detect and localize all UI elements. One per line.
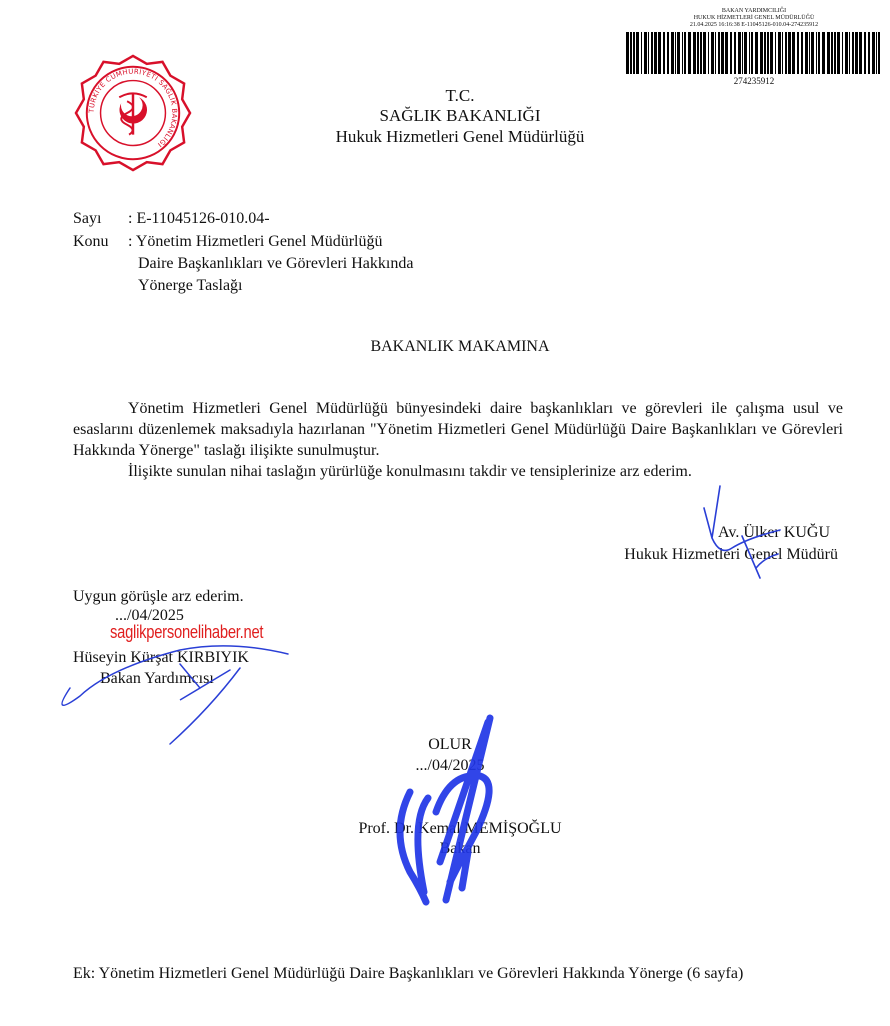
barcode-bar — [852, 32, 854, 74]
konu-line-3: Yönerge Taslağı — [138, 277, 243, 294]
sayi-label: Sayı — [73, 210, 102, 227]
signer1-name: Av. Ülker KUĞU — [718, 524, 830, 541]
barcode-bar — [788, 32, 791, 74]
barcode-bar — [755, 32, 758, 74]
barcode-bar — [834, 32, 836, 74]
barcode-bar — [688, 32, 691, 74]
signature-3 — [380, 712, 520, 912]
barcode-bar — [663, 32, 665, 74]
barcode-bar — [658, 32, 661, 74]
barcode-bar — [700, 32, 702, 74]
barcode-bar — [785, 32, 787, 74]
barcode-bar — [744, 32, 747, 74]
barcode-bar — [633, 32, 635, 74]
konu-line-1: : Yönetim Hizmetleri Genel Müdürlüğü — [128, 233, 383, 250]
barcode-bar — [837, 32, 840, 74]
konu-line-2: Daire Başkanlıkları ve Görevleri Hakkında — [138, 255, 414, 272]
barcode-bar — [711, 32, 714, 74]
barcode-bar — [749, 32, 750, 74]
document-barcode-block — [618, 6, 890, 90]
sayi-value: : E-11045126-010.04- — [128, 210, 270, 227]
ministry-logo — [74, 54, 192, 172]
barcode-bar — [778, 32, 781, 74]
barcode-bar — [721, 32, 724, 74]
barcode-bar — [775, 32, 776, 74]
approval-olur: OLUR — [428, 736, 472, 753]
barcode-bar — [811, 32, 814, 74]
barcode-bar — [751, 32, 753, 74]
barcode-bar — [671, 32, 674, 74]
barcode-bar — [682, 32, 683, 74]
barcode-bar — [654, 32, 657, 74]
barcode-bar — [801, 32, 803, 74]
watermark: saglikpersonelihaber.net — [110, 622, 264, 642]
barcode-bar — [792, 32, 795, 74]
barcode-bar — [636, 32, 639, 74]
recommendation-date: .../04/2025 — [115, 607, 184, 624]
barcode-bar — [822, 32, 825, 74]
barcode-bar — [767, 32, 769, 74]
approval-title: Bakan — [439, 840, 481, 857]
barcode-bar — [693, 32, 696, 74]
barcode-bar — [651, 32, 653, 74]
signature-2 — [30, 628, 310, 758]
barcode-unit: BAKAN YARDIMCILIĞI — [721, 8, 787, 14]
barcode-bar — [675, 32, 676, 74]
barcode-bar — [827, 32, 830, 74]
barcode-bar — [831, 32, 833, 74]
recommendation-title: Bakan Yardımcısı — [100, 670, 214, 687]
barcode-number: 274235912 — [733, 76, 775, 86]
letter-body — [73, 398, 843, 482]
signature-1 — [660, 478, 800, 588]
barcode-bar — [715, 32, 716, 74]
barcode-bar — [845, 32, 848, 74]
approval-name: Prof. Dr. Kemal MEMİŞOĞLU — [358, 820, 562, 837]
barcode-bar — [770, 32, 773, 74]
approval-date: .../04/2025 — [415, 757, 485, 774]
recommendation-text: Uygun görüşle arz ederim. — [73, 588, 244, 605]
recommendation-name: Hüseyin Kürşat KIRBIYIK — [73, 649, 249, 666]
barcode-bar — [725, 32, 728, 74]
barcode-bar — [703, 32, 706, 74]
barcode-bar — [667, 32, 669, 74]
barcode-bar — [734, 32, 736, 74]
barcode-timestamp: 21.04.2025 16:16:38 E-11045126-010.04-274235912 — [689, 22, 819, 28]
barcode-bar — [878, 32, 880, 74]
body-paragraph-2: İlişikte sunulan nihai taslağın yürürlüğe konulmasını takdir ve tensiplerinize arz ederim. — [128, 463, 692, 480]
barcode-bar — [797, 32, 799, 74]
barcode-bar — [742, 32, 743, 74]
barcode-bar — [842, 32, 843, 74]
barcode-bar — [760, 32, 763, 74]
barcode-bar — [708, 32, 709, 74]
barcode-bar — [868, 32, 870, 74]
barcode-bar — [648, 32, 649, 74]
body-paragraph-1: Yönetim Hizmetleri Genel Müdürlüğü bünyesindeki daire başkanlıkları ve görevleri ile çalışma usul ve esaslarını düzenlemek maksadıyla hazırlanan "Yönetim Hizmetleri Genel Müdürlüğü Daire Başkanlıkları ve Görevleri Hakkında Yönerge" taslağı ilişikte sunulmuştur. — [73, 400, 843, 459]
barcode-bar — [876, 32, 877, 74]
barcode-bar — [818, 32, 820, 74]
barcode-directorate: HUKUK HİZMETLERİ GENEL MÜDÜRLÜĞÜ — [693, 15, 815, 21]
barcode-bar — [849, 32, 850, 74]
barcode-bar — [816, 32, 817, 74]
logo-ring-text: TÜRKİYE CUMHURİYETİ SAĞLIK BAKANLIĞI — [87, 67, 179, 149]
header-tc: T.C. — [445, 86, 475, 105]
barcode-bar — [764, 32, 766, 74]
barcode — [626, 32, 880, 74]
barcode-bar — [855, 32, 858, 74]
barcode-bar — [644, 32, 647, 74]
barcode-bar — [697, 32, 699, 74]
barcode-bar — [782, 32, 783, 74]
konu-label: Konu — [73, 233, 109, 250]
barcode-bar — [626, 32, 629, 74]
attachment-note: Ek: Yönetim Hizmetleri Genel Müdürlüğü Daire Başkanlıkları ve Görevleri Hakkında Yönerge (6 sayfa) — [73, 965, 744, 982]
header-ministry: SAĞLIK BAKANLIĞI — [379, 106, 541, 125]
barcode-bar — [630, 32, 632, 74]
barcode-bar — [859, 32, 862, 74]
barcode-bar — [641, 32, 642, 74]
barcode-bar — [684, 32, 686, 74]
header-directorate: Hukuk Hizmetleri Genel Müdürlüğü — [335, 127, 585, 146]
barcode-bar — [677, 32, 680, 74]
barcode-bar — [718, 32, 720, 74]
barcode-bar — [809, 32, 810, 74]
addressee: BAKANLIK MAKAMINA — [370, 338, 550, 355]
barcode-bar — [738, 32, 741, 74]
barcode-bar — [730, 32, 732, 74]
barcode-bar — [864, 32, 866, 74]
signer1-title: Hukuk Hizmetleri Genel Müdürü — [624, 546, 838, 563]
barcode-bar — [805, 32, 808, 74]
barcode-bar — [872, 32, 875, 74]
